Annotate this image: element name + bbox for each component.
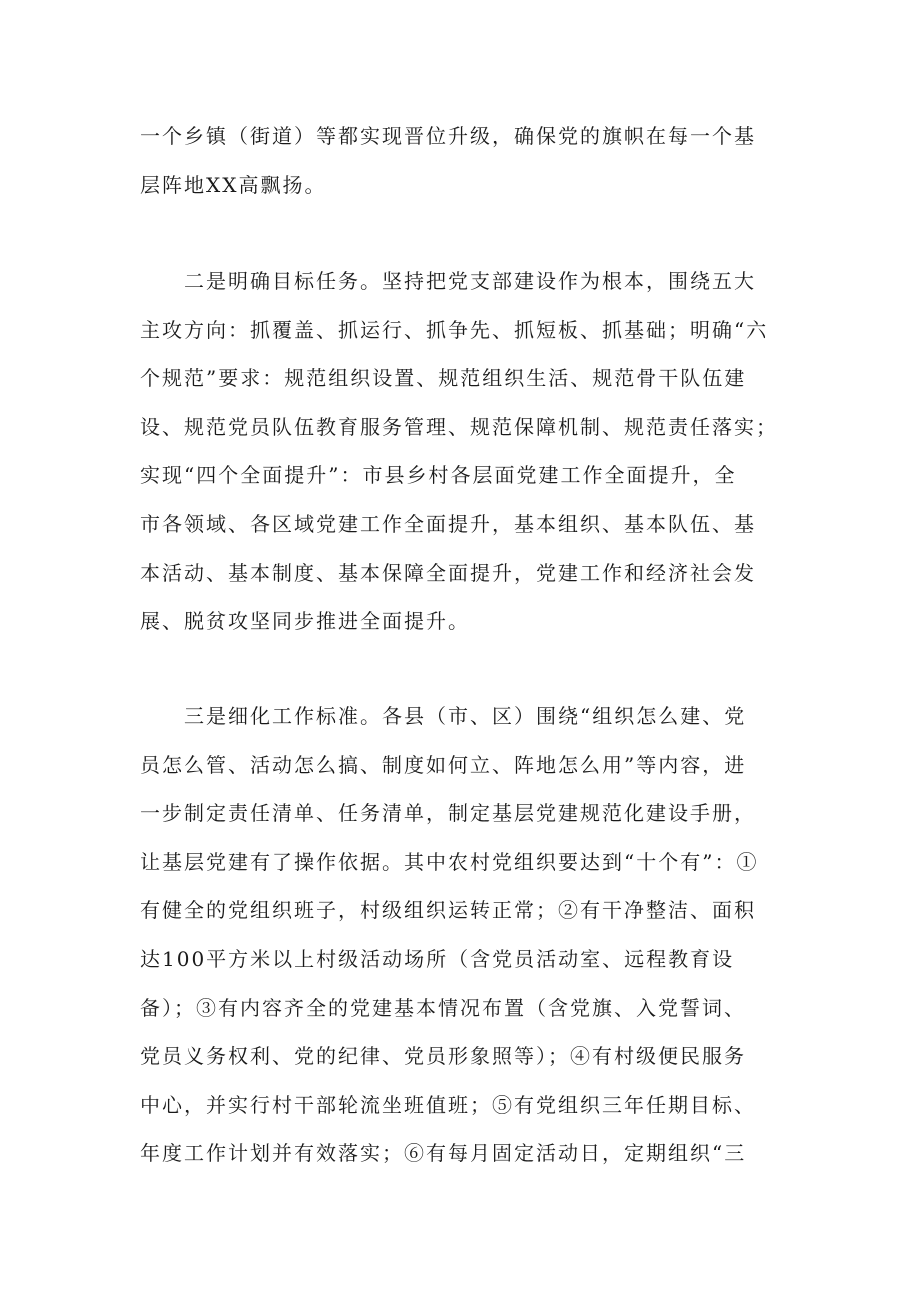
paragraph-standards (140, 692, 790, 1178)
text-line: 主攻方向：抓覆盖、抓运行、抓争先、抓短板、抓基础；明确“六 (140, 317, 769, 342)
text-line: 一步制定责任清单、任务清单，制定基层党建规范化建设手册， (140, 801, 756, 826)
text-line: 层阵地XX高飘扬。 (140, 172, 327, 197)
text-line: 党员义务权利、党的纪律、党员形象照等）；④有村级便民服务 (140, 1044, 746, 1069)
text-line: 实现“四个全面提升”：市县乡村各层面党建工作全面提升，全 (140, 463, 737, 488)
text-line: 让基层党建有了操作依据。其中农村党组织要达到“十个有”：① (140, 849, 759, 874)
paragraph-continuation (140, 112, 790, 209)
text-line: 展、脱贫攻坚同步推进全面提升。 (140, 609, 470, 634)
text-line: 三是细化工作标准。各县（市、区）围绕“组织怎么建、党 (140, 704, 747, 728)
text-line: 有健全的党组织班子，村级组织运转正常；②有干净整洁、面积 (140, 898, 756, 923)
text-line: 中心，并实行村干部轮流坐班值班；⑤有党组织三年任期目标、 (140, 1092, 756, 1117)
text-line: 二是明确目标任务。坚持把党支部建设作为根本，围绕五大 (140, 269, 756, 293)
text-line: 年度工作计划并有效落实；⑥有每月固定活动日，定期组织“三 (140, 1141, 747, 1166)
text-line: 个规范”要求：规范组织设置、规范组织生活、规范骨干队伍建 (140, 366, 747, 391)
paragraph-goals (140, 257, 790, 646)
text-line: 本活动、基本制度、基本保障全面提升，党建工作和经济社会发 (140, 560, 756, 585)
text-line: 员怎么管、活动怎么搞、制度如何立、阵地怎么用”等内容，进 (140, 752, 747, 777)
text-line: 设、规范党员队伍教育服务管理、规范保障机制、规范责任落实； (140, 414, 778, 439)
text-line: 一个乡镇（街道）等都实现晋位升级，确保党的旗帜在每一个基 (140, 124, 756, 148)
text-line: 达100平方米以上村级活动场所（含党员活动室、远程教育设 (140, 946, 735, 971)
text-line: 市各领域、各区域党建工作全面提升，基本组织、基本队伍、基 (140, 511, 756, 536)
text-line: 备）；③有内容齐全的党建基本情况布置（含党旗、入党誓词、 (140, 995, 746, 1020)
